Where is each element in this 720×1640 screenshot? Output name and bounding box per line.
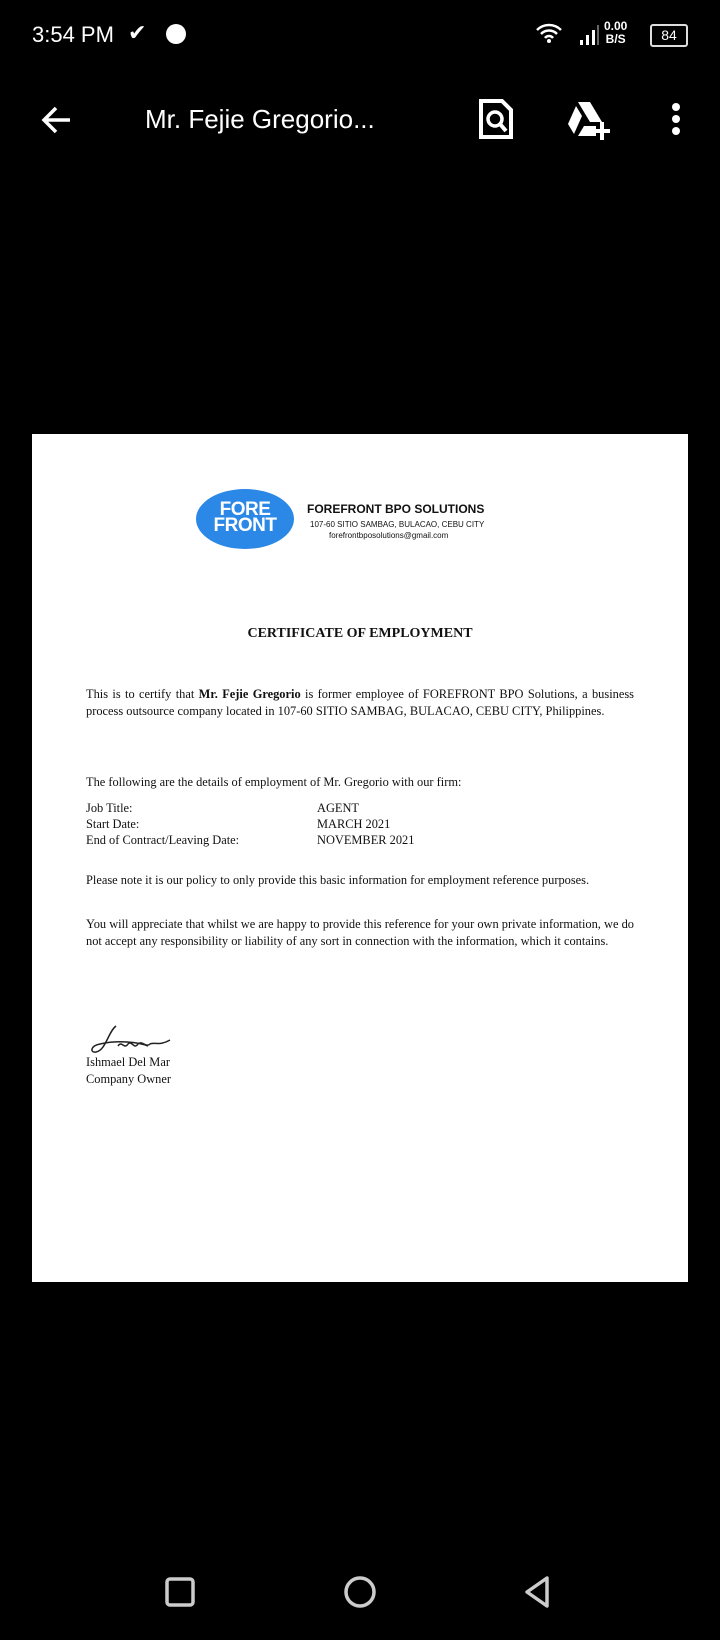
signer-name: Ishmael Del Mar	[86, 1055, 170, 1069]
logo-text-1: FORE	[219, 499, 271, 520]
download-done-icon: ✔	[128, 20, 147, 45]
circle-icon	[340, 1572, 380, 1612]
signer-role: Company Owner	[86, 1072, 171, 1086]
p1-text: This is to certify that	[86, 687, 199, 701]
paragraph-details-intro: The following are the details of employment of Mr. Gregorio with our firm:	[86, 775, 462, 789]
square-icon	[160, 1572, 200, 1612]
document-page	[32, 434, 688, 1282]
more-vert-icon	[664, 103, 688, 135]
wifi-icon	[536, 22, 562, 50]
network-speed-unit: B/S	[605, 32, 626, 46]
back-button[interactable]	[36, 100, 76, 140]
arrow-left-icon	[36, 100, 76, 140]
document-search-icon	[478, 98, 514, 140]
logo-text-2: FRONT	[213, 515, 277, 536]
signature-image	[88, 1022, 178, 1058]
home-button[interactable]	[340, 1572, 380, 1612]
company-name: FOREFRONT BPO SOLUTIONS	[307, 502, 485, 516]
detail-label-end-date: End of Contract/Leaving Date:	[86, 833, 240, 847]
detail-value-job-title: AGENT	[317, 801, 359, 815]
paragraph-policy: Please note it is our policy to only provide this basic information for employment reference purposes.	[86, 873, 590, 887]
signal-icon	[578, 24, 600, 46]
company-logo	[196, 489, 294, 549]
company-address: 107-60 SITIO SAMBAG, BULACAO, CEBU CITY	[310, 520, 485, 529]
detail-value-end-date: NOVEMBER 2021	[317, 833, 415, 847]
network-speed	[604, 20, 627, 46]
paragraph-disclaimer: You will appreciate that whilst we are happy to provide this reference for your own private information, we do not accept any responsibility or liability of any sort in connection with the information, which it contains.	[86, 917, 634, 948]
detail-label-job-title: Job Title:	[86, 801, 133, 815]
employee-name: Mr. Fejie Gregorio	[198, 687, 301, 701]
document-title: Mr. Fejie Gregorio...	[145, 104, 375, 134]
detail-label-start-date: Start Date:	[86, 817, 140, 831]
p1-text-rest: is former employee of FOREFRONT BPO Solutions, a business process outsource company located in 107-60 SITIO SAMBAG, BULACAO, CEBU CITY, Philippines.	[86, 687, 634, 718]
triangle-back-icon	[517, 1572, 557, 1612]
more-options-button[interactable]	[664, 100, 688, 140]
status-time: 3:54 PM	[32, 22, 114, 47]
network-speed-value: 0.00	[604, 19, 628, 33]
messenger-icon	[166, 24, 186, 44]
paragraph-certification	[86, 686, 634, 720]
company-email: forefrontbposolutions@gmail.com	[329, 531, 449, 540]
recent-apps-button[interactable]	[160, 1572, 200, 1612]
battery-indicator: 84	[650, 24, 688, 47]
back-nav-button[interactable]	[517, 1572, 557, 1612]
detail-value-start-date: MARCH 2021	[317, 817, 391, 831]
certificate-title: CERTIFICATE OF EMPLOYMENT	[247, 626, 473, 641]
add-to-drive-button[interactable]	[566, 100, 610, 140]
find-in-document-button[interactable]	[478, 98, 514, 140]
drive-add-icon	[566, 100, 610, 140]
